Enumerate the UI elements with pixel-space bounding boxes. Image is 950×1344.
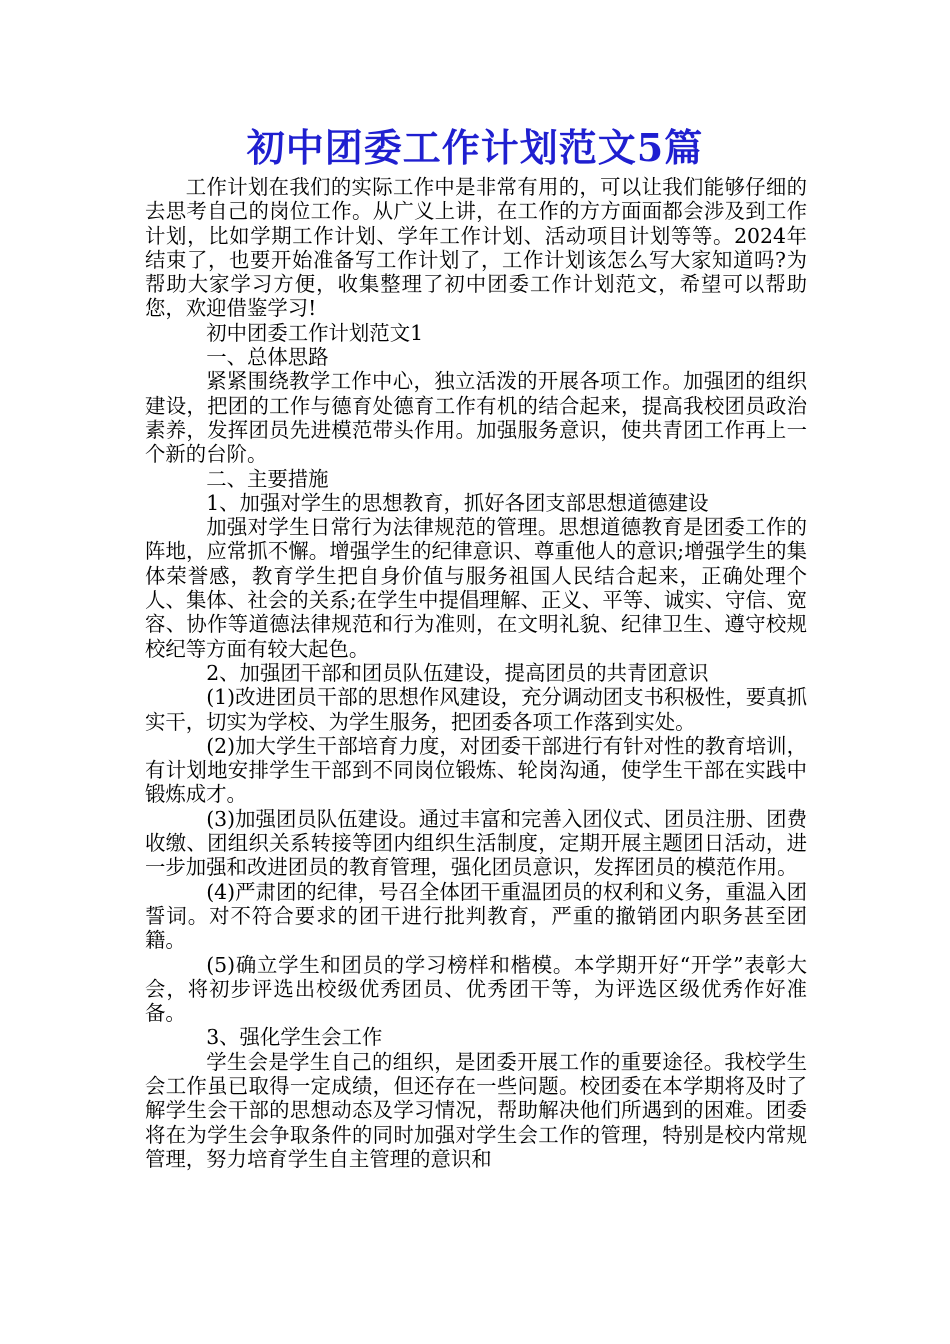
section-heading: 2、加强团干部和团员队伍建设，提高团员的共青团意识 — [206, 660, 709, 685]
section-heading: 二、主要措施 — [206, 466, 329, 491]
section-heading: 一、总体思路 — [206, 345, 329, 370]
section-heading: 3、强化学生会工作 — [206, 1025, 383, 1050]
document-title: 初中团委工作计划范文5篇 — [246, 125, 704, 170]
paragraph: 工作计划在我们的实际工作中是非常有用的，可以让我们能够仔细的去思考自己的岗位工作。从广义上讲，在工作的方方面面都会涉及到工作计划，比如学期工作计划、学年工作计划、活动项目计划等等。2024年结束了，也要开始准备写工作计划了，工作计划该怎么写大家知道吗?为帮助大家学习方便，收集整理了初中团委工作计划范文，希望可以帮助您，欢迎借鉴学习! — [145, 175, 807, 321]
paragraph: (3)加强团员队伍建设。通过丰富和完善入团仪式、团员注册、团费收缴、团组织关系转接等团内组织生活制度，定期开展主题团日活动，进一步加强和改进团员的教育管理，强化团员意识，发挥团员的模范作用。 — [145, 806, 807, 880]
paragraph: (2)加大学生干部培育力度，对团委干部进行有针对性的教育培训，有计划地安排学生干部到不同岗位锻炼、轮岗沟通，使学生干部在实践中锻炼成才。 — [145, 733, 807, 807]
paragraph: (5)确立学生和团员的学习榜样和楷模。本学期开好“开学”表彰大会，将初步评选出校级优秀团员、优秀团干等，为评选区级优秀作好准备。 — [145, 952, 807, 1026]
paragraph: (1)改进团员干部的思想作风建设，充分调动团支书积极性，要真抓实干，切实为学校、为学生服务，把团委各项工作落到实处。 — [145, 685, 807, 734]
section-heading: 1、加强对学生的思想教育，抓好各团支部思想道德建设 — [206, 490, 709, 515]
section-heading: 初中团委工作计划范文1 — [206, 320, 424, 345]
paragraph: 学生会是学生自己的组织，是团委开展工作的重要途径。我校学生会工作虽已取得一定成绩，但还存在一些问题。校团委在本学期将及时了解学生会干部的思想动态及学习情况，帮助解决他们所遇到的困难。团委将在为学生会争取条件的同时加强对学生会工作的管理，特别是校内常规管理，努力培育学生自主管理的意识和 — [145, 1049, 807, 1171]
document-body — [145, 175, 807, 1171]
paragraph: (4)严肃团的纪律，号召全体团干重温团员的权利和义务，重温入团誓词。对不符合要求的团干进行批判教育，严重的撤销团内职务甚至团籍。 — [145, 879, 807, 953]
paragraph: 加强对学生日常行为法律规范的管理。思想道德教育是团委工作的阵地，应常抓不懈。增强学生的纪律意识、尊重他人的意识;增强学生的集体荣誉感，教育学生把自身价值与服务祖国人民结合起来，正确处理个人、集体、社会的关系;在学生中提倡理解、正义、平等、诚实、守信、宽容、协作等道德法律规范和行为准则，在文明礼貌、纪律卫生、遵守校规校纪等方面有较大起色。 — [145, 515, 807, 661]
paragraph: 紧紧围绕教学工作中心，独立活泼的开展各项工作。加强团的组织建设，把团的工作与德育处德育工作有机的结合起来，提高我校团员政治素养，发挥团员先进模范带头作用。加强服务意识，使共青团工作再上一个新的台阶。 — [145, 369, 807, 467]
